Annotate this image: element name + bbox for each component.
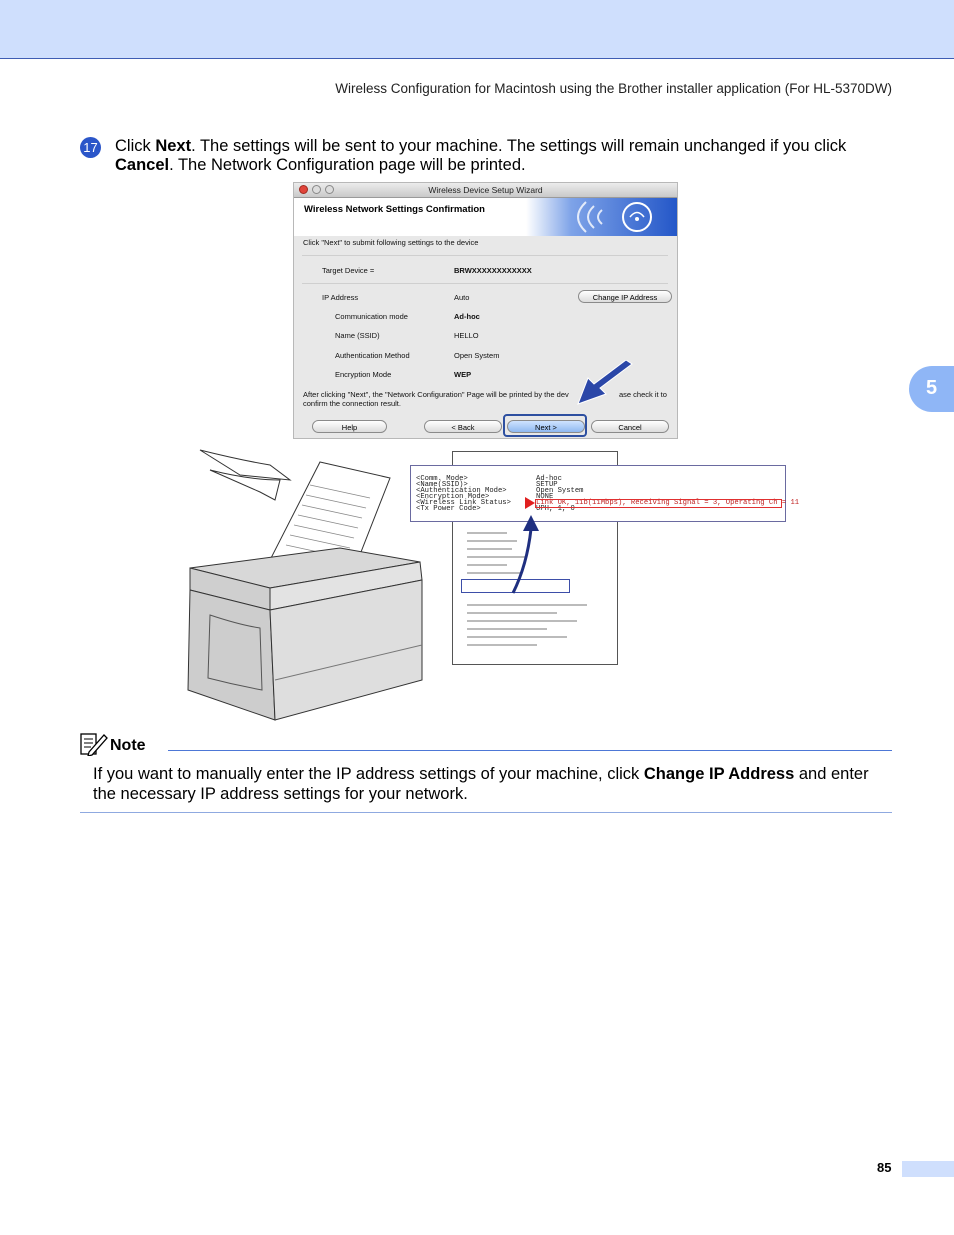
footer-note-line1: After clicking "Next", the "Network Configuration" Page will be printed by the dev [303, 390, 569, 399]
setting-label: Communication mode [335, 312, 408, 321]
next-button[interactable]: Next > [507, 420, 585, 433]
setting-label: Encryption Mode [335, 370, 392, 379]
window-titlebar [294, 183, 677, 198]
step-number-badge: 17 [80, 137, 101, 158]
setting-value: Ad-hoc [454, 312, 480, 321]
page-number: 85 [877, 1160, 892, 1175]
zoom-label: <Encryption Mode> [416, 493, 490, 501]
note-divider [168, 750, 892, 751]
target-device-label: Target Device = [322, 266, 375, 275]
top-band [0, 0, 954, 59]
zoom-label: <Name(SSID)> [416, 481, 468, 489]
note-bottom-divider [80, 812, 892, 813]
curved-arrow-icon [505, 505, 555, 600]
zoom-label: <Wireless Link Status> [416, 499, 511, 507]
window-title: Wireless Device Setup Wizard [428, 185, 543, 195]
step-instruction: Click Next. The settings will be sent to your machine. The settings will remain unchanged if you click Cancel. The Network Configuration page will be printed. [115, 137, 847, 174]
running-header: Wireless Configuration for Macintosh using the Brother installer application (For HL-5370DW) [335, 81, 892, 96]
note-body: If you want to manually enter the IP address settings of your machine, click Change IP Address and enter the necessary IP address settings for your network. [93, 765, 869, 803]
chapter-tab [909, 366, 954, 412]
separator [302, 255, 668, 256]
dialog-header-title: Wireless Network Settings Confirmation [304, 204, 485, 215]
next-button-highlight [503, 414, 587, 437]
zoom-label: <Tx Power Code> [416, 505, 481, 513]
target-device-value: BRWXXXXXXXXXXXX [454, 266, 532, 275]
note-icon [80, 732, 108, 756]
setting-value: WEP [454, 370, 472, 379]
setting-label: Name (SSID) [335, 331, 380, 340]
dialog-header [294, 198, 677, 236]
ip-address-value: Auto [454, 293, 470, 302]
zoom-value: SETUP [536, 481, 558, 489]
next-emphasis: Next [155, 137, 192, 155]
change-ip-address-button[interactable]: Change IP Address [578, 290, 672, 303]
help-button[interactable]: Help [312, 420, 387, 433]
zoom-label: <Authentication Mode> [416, 487, 507, 495]
footer-tab [902, 1161, 954, 1177]
footer-note-line1-tail: ase check it to [619, 390, 667, 399]
zoom-label: <Comm. Mode> [416, 475, 468, 483]
wireless-link-status-value: Link OK, 11b(11Mbps), Receiving Signal = 3, Operating Ch = 11 [536, 499, 800, 507]
wireless-banner-icon [526, 198, 677, 236]
zoom-value: UPH, 1, 0 [536, 505, 575, 513]
zoom-value: Ad-hoc [536, 475, 562, 483]
link-status-highlight [535, 499, 782, 508]
change-ip-emphasis: Change IP Address [643, 765, 795, 783]
ip-address-label: IP Address [322, 293, 359, 302]
separator [302, 283, 668, 284]
cancel-emphasis: Cancel [115, 156, 170, 174]
back-button[interactable]: < Back [424, 420, 502, 433]
cancel-button[interactable]: Cancel [591, 420, 669, 433]
chapter-number: 5 [926, 377, 938, 399]
setting-value: Open System [454, 351, 500, 360]
footer-note-line2: confirm the connection result. [303, 399, 401, 408]
printer-illustration [180, 440, 430, 725]
pointer-arrow-icon [570, 360, 640, 410]
dialog-intro: Click "Next" to submit following settings to the device [303, 238, 479, 247]
note-title: Note [110, 737, 146, 754]
setting-value: HELLO [454, 331, 479, 340]
printout-zoom-box [410, 465, 800, 522]
zoom-value: Open System [536, 487, 584, 495]
setting-label: Authentication Method [335, 351, 410, 360]
zoom-value: NONE [536, 493, 554, 501]
